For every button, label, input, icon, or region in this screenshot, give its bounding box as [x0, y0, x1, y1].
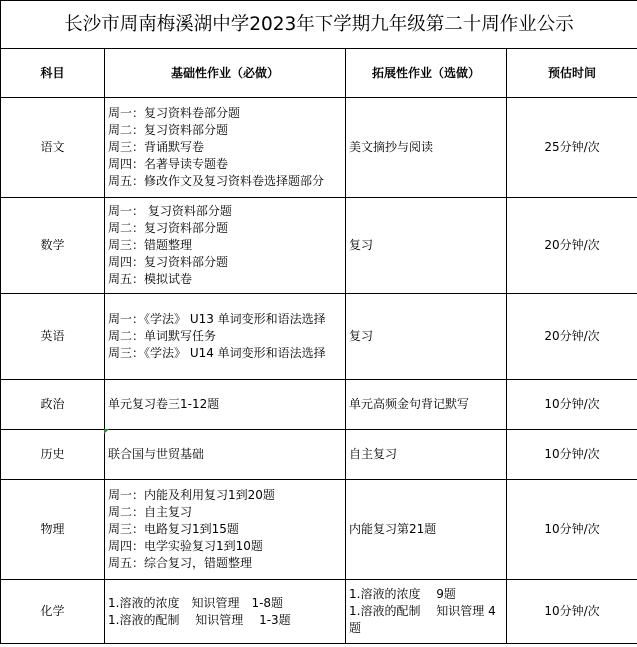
extended-line: 复习	[349, 238, 374, 252]
basic-line: 周一：内能及利用复习1到20题	[108, 488, 275, 502]
extended-cell	[346, 98, 507, 198]
basic-line: 周一： 复习资料部分题	[108, 204, 232, 218]
subject-cell: 英语	[1, 294, 105, 380]
header-basic: 基础性作业（必做）	[105, 49, 346, 98]
time-cell: 10分钟/次	[507, 480, 637, 580]
time-cell: 10分钟/次	[507, 580, 637, 644]
basic-line: 周二：自主复习	[108, 505, 193, 519]
basic-line: 周四：电学实验复习1到10题	[108, 539, 263, 553]
time-cell: 20分钟/次	[507, 198, 637, 294]
extended-cell	[346, 380, 507, 430]
time-cell: 20分钟/次	[507, 294, 637, 380]
basic-line: 周一：复习资料卷部分题	[108, 106, 241, 120]
basic-line: 1.溶液的配制 知识管理 1-3题	[108, 612, 291, 627]
basic-line: 周五：修改作文及复习资料卷选择题部分	[108, 174, 325, 188]
subject-cell: 政治	[1, 380, 105, 430]
basic-line: 周二：复习资料部分题	[108, 123, 229, 137]
table-row	[1, 380, 637, 430]
basic-cell	[105, 480, 346, 580]
basic-line: 联合国与世贸基础	[108, 447, 205, 461]
table-row	[1, 294, 637, 380]
basic-line: 周三：背诵默写卷	[108, 140, 205, 154]
subject-cell: 物理	[1, 480, 105, 580]
subject-cell: 历史	[1, 430, 105, 480]
table-row	[1, 98, 637, 198]
basic-cell	[105, 198, 346, 294]
table-row	[1, 198, 637, 294]
basic-line: 周一：《学法》 U13 单词变形和语法选择	[108, 312, 326, 326]
basic-cell	[105, 294, 346, 380]
basic-line: 1.溶液的浓度 知识管理 1-8题	[108, 595, 284, 610]
basic-line: 周三：电路复习1到15题	[108, 522, 239, 536]
page-title: 长沙市周南梅溪湖中学2023年下学期九年级第二十周作业公示	[1, 1, 637, 49]
table-row	[1, 580, 637, 644]
table-row	[1, 480, 637, 580]
subject-cell: 化学	[1, 580, 105, 644]
time-cell: 10分钟/次	[507, 430, 637, 480]
basic-line: 周二：单词默写任务	[108, 329, 217, 343]
basic-line: 周五：模拟试卷	[108, 272, 193, 286]
extended-line: 美文摘抄与阅读	[349, 140, 434, 154]
extended-line: 内能复习第21题	[349, 522, 437, 536]
basic-line: 周二：复习资料部分题	[108, 221, 229, 235]
extended-line: 复习	[349, 329, 374, 343]
extended-cell	[346, 580, 507, 644]
basic-cell	[105, 380, 346, 430]
extended-line: 1.溶液的浓度 9题	[349, 587, 456, 601]
time-cell: 10分钟/次	[507, 380, 637, 430]
basic-line: 周四：复习资料部分题	[108, 255, 229, 269]
time-cell: 25分钟/次	[507, 98, 637, 198]
extended-line: 1.溶液的配制 知识管理 4题	[349, 604, 496, 635]
basic-cell	[105, 430, 346, 480]
basic-cell	[105, 580, 346, 644]
basic-line: 周五：综合复习，错题整理	[108, 556, 253, 570]
table-row	[1, 430, 637, 480]
header-extended: 拓展性作业（选做）	[346, 49, 507, 98]
subject-cell: 语文	[1, 98, 105, 198]
extended-cell	[346, 294, 507, 380]
basic-line: 周三：错题整理	[108, 238, 193, 252]
basic-cell	[105, 98, 346, 198]
extended-cell	[346, 430, 507, 480]
extended-line: 自主复习	[349, 447, 398, 461]
header-subject: 科目	[1, 49, 105, 98]
basic-line: 周三：《学法》 U14 单词变形和语法选择	[108, 346, 326, 360]
extended-cell	[346, 480, 507, 580]
extended-line: 单元高频金句背记默写	[349, 397, 470, 411]
basic-line: 周四：名著导读专题卷	[108, 157, 229, 171]
header-time: 预估时间	[507, 49, 637, 98]
basic-line: 单元复习卷三1-12题	[108, 397, 220, 411]
extended-cell	[346, 198, 507, 294]
subject-cell: 数学	[1, 198, 105, 294]
